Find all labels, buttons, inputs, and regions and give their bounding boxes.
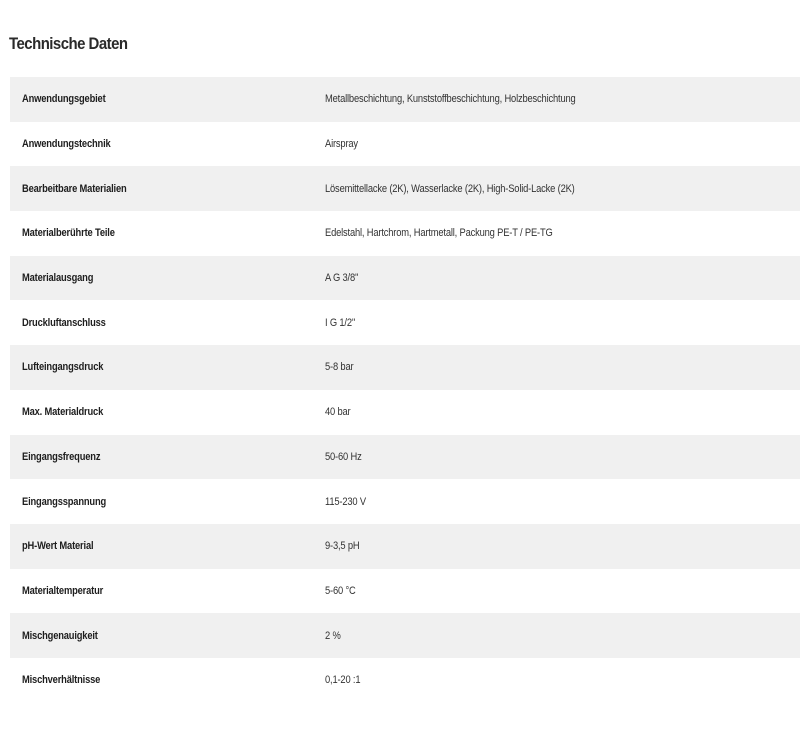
table-row [10, 613, 800, 658]
spec-label: Mischgenauigkeit [22, 629, 98, 642]
spec-value: Airspray [325, 138, 358, 151]
spec-label: Materialausgang [22, 272, 94, 285]
spec-value: Lösemittellacke (2K), Wasserlacke (2K), High-Solid-Lacke (2K) [325, 182, 575, 195]
spec-label: Max. Materialdruck [22, 406, 104, 419]
spec-label: Materialberührte Teile [22, 227, 115, 240]
table-row [10, 390, 800, 435]
spec-label: Mischverhältnisse [22, 674, 101, 687]
table-row [10, 300, 800, 345]
spec-label: Lufteingangsdruck [22, 361, 104, 374]
page-title: Technische Daten [9, 34, 128, 53]
spec-label: Bearbeitbare Materialien [22, 182, 127, 195]
table-row [10, 256, 800, 301]
table-row [10, 77, 800, 122]
table-row [10, 435, 800, 480]
spec-value: 5-8 bar [325, 361, 354, 374]
spec-value: Metallbeschichtung, Kunststoffbeschichtung, Holzbeschichtung [325, 93, 576, 106]
table-row [10, 166, 800, 211]
spec-value: 2 % [325, 629, 341, 642]
spec-label: Anwendungsgebiet [22, 93, 106, 106]
spec-label: Materialtemperatur [22, 584, 104, 597]
table-row [10, 479, 800, 524]
spec-value: I G 1/2'' [325, 316, 356, 329]
spec-value: 40 bar [325, 406, 351, 419]
spec-table [10, 77, 800, 703]
table-row [10, 658, 800, 703]
table-row [10, 122, 800, 167]
spec-value: Edelstahl, Hartchrom, Hartmetall, Packung PE-T / PE-TG [325, 227, 553, 240]
spec-value: 9-3,5 pH [325, 540, 360, 553]
spec-label: Eingangsfrequenz [22, 450, 101, 463]
spec-value: 50-60 Hz [325, 450, 362, 463]
spec-label: pH-Wert Material [22, 540, 94, 553]
spec-value: 115-230 V [325, 495, 366, 508]
table-row [10, 524, 800, 569]
table-row [10, 211, 800, 256]
spec-label: Druckluftanschluss [22, 316, 106, 329]
spec-label: Anwendungstechnik [22, 138, 111, 151]
spec-value: 0,1-20 :1 [325, 674, 361, 687]
spec-value: A G 3/8'' [325, 272, 359, 285]
spec-value: 5-60 °C [325, 584, 356, 597]
table-row [10, 345, 800, 390]
table-row [10, 569, 800, 614]
spec-label: Eingangsspannung [22, 495, 107, 508]
